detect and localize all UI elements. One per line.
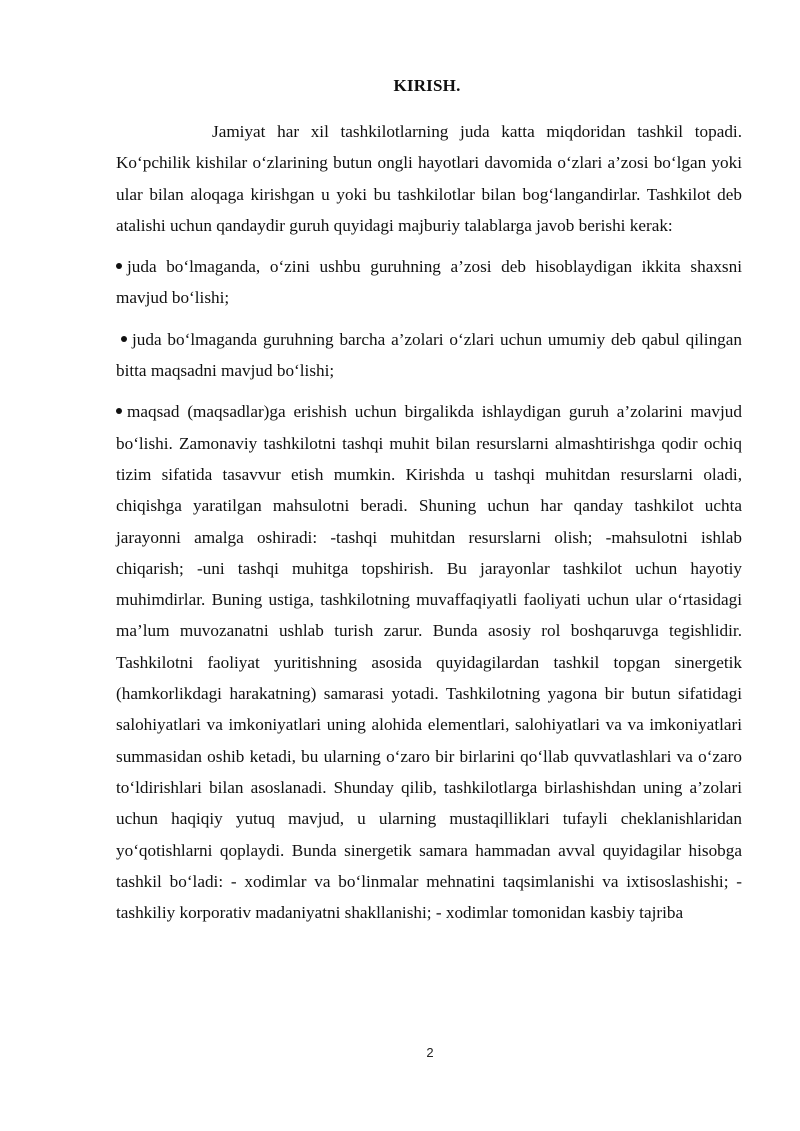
- bullet-dot-icon: [116, 263, 122, 269]
- document-body: [116, 116, 742, 928]
- bullet-dot-icon: [121, 336, 127, 342]
- bullet-text-2: juda bo‘lmaganda guruhning barcha a’zolari o‘zlari uchun umumiy deb qabul qilingan bitta maqsadni mavjud bo‘lishi;: [116, 329, 742, 381]
- page-title: KIRISH.: [393, 76, 461, 95]
- page-number: 2: [426, 1045, 434, 1060]
- bullet-item-1: [116, 251, 742, 314]
- intro-paragraph: Jamiyat har xil tashkilotlarning juda katta miqdoridan tashkil topadi. Ko‘pchilik kishilar o‘zlarining butun ongli hayotlari davomida o‘zlari a’zosi bo‘lgan yoki ular bilan aloqaga kirishgan u yoki bu tashkilotlar bilan bog‘langandirlar. Tashkilot deb atalishi uchun qandaydir guruh quyidagi majburiy talablarga javob berishi kerak:: [116, 122, 742, 235]
- bullet-text-3: maqsad (maqsadlar)ga erishish uchun birgalikda ishlaydigan guruh a’zolarini mavjud bo‘lishi. Zamonaviy tashkilotni tashqi muhit bilan resurslarni almashtirishga qodir ochiq tizim sifatida tasavvur etish mumkin. Kirishda u tashqi muhitdan resurslarni oladi, chiqishga yaratilgan mahsulotni beradi. Shuning uchun har qanday tashkilot uchta jarayonni amalga oshiradi: -tashqi muhitdan resurslarni olish; -mahsulotni ishlab chiqarish; -uni tashqi muhitga topshirish. Bu jarayonlar tashkilot uchun hayotiy muhimdirlar. Buning ustiga, tashkilotning muvaffaqiyatli faoliyati uchun ular o‘rtasidagi ma’lum muvozanatni ushlab turish zarur. Bunda asosiy rol boshqaruvga tegishlidir. Tashkilotni faoliyat yuritishning asosida quyidagilardan tashkil topgan sinergetik (hamkorlikdagi harakatning) samarasi yotadi. Tashkilotning yagona bir butun sifatidagi salohiyatlari va imkoniyatlari uning alohida elementlari, salohiyatlari va va imkoniyatlari summasidan oshib ketadi, bu ularning o‘zaro bir birlarini qo‘llab quvvatlashlari va o‘zaro to‘ldirishlari bilan asoslanadi. Shunday qilib, tashkilotlarga birlashishdan uning a’zolari uchun haqiqiy yutuq mavjud, u ularning mustaqilliklari tufayli cheklanishlaridan yo‘qotishlarni qoplaydi. Bunda sinergetik samara hammadan avval quyidagilar hisobga tashkil bo‘ladi: - xodimlar va bo‘linmalar mehnatini taqsimlanishi va ixtisoslashishi; -tashkiliy korporativ madaniyatni shakllanishi; - xodimlar tomonidan kasbiy tajriba: [116, 402, 742, 923]
- bullet-text-1: juda bo‘lmaganda, o‘zini ushbu guruhning a’zosi deb hisoblaydigan ikkita shaxsni mavjud bo‘lishi;: [116, 257, 742, 308]
- bullet-dot-icon: [116, 408, 122, 414]
- bullet-item-2: [116, 324, 742, 387]
- bullet-item-3: [116, 396, 742, 928]
